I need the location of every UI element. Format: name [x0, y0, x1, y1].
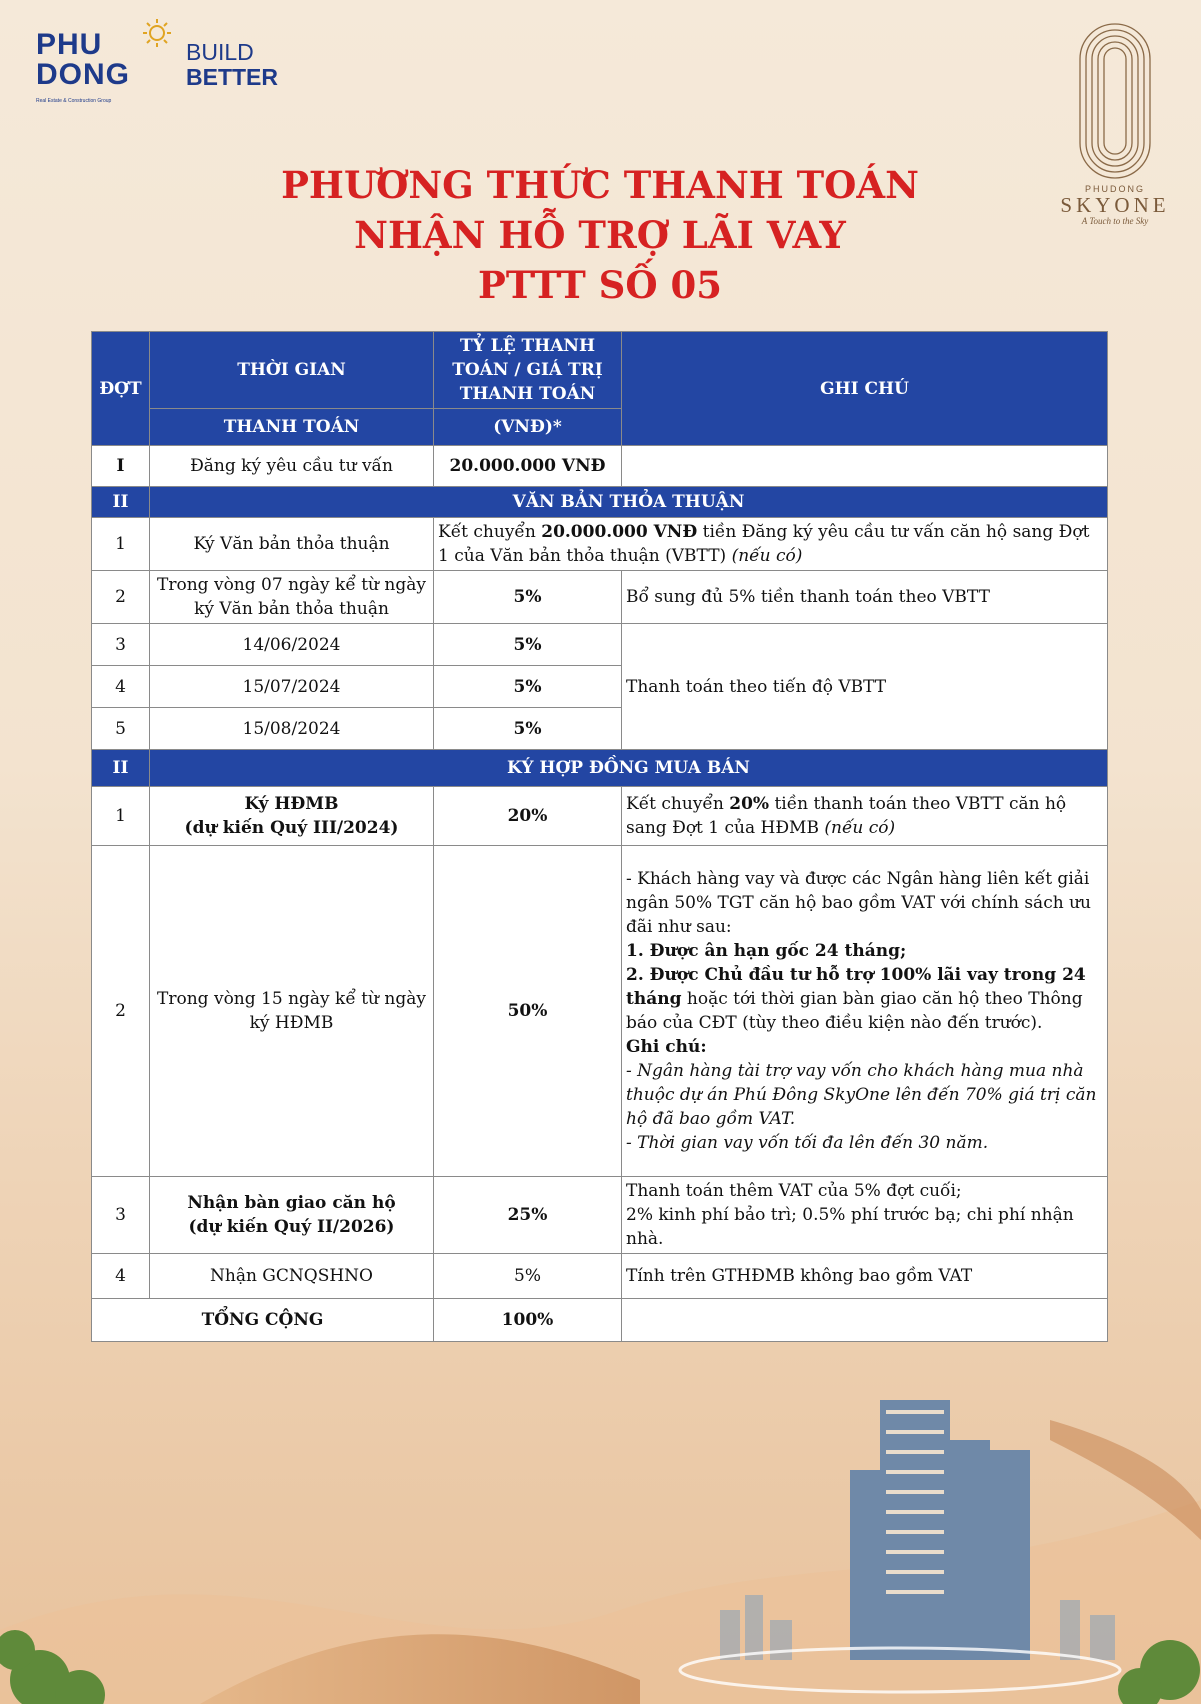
table-row: 2 Trong vòng 15 ngày kể từ ngày ký HĐMB 50% - Khách hàng vay và được các Ngân hàng liên kết giải ngân 50% TGT căn hộ bao gồm VAT với chính sách ưu đãi như sau: 1. Được ân hạn gốc 24 tháng; 2. Được Chủ đầu tư hỗ trợ 100% lãi vay trong 24 tháng hoặc tới thời gian bàn giao căn hộ theo Thông báo của CĐT (tùy theo điều kiện nào đến trước). Ghi chú: - Ngân hàng tài trợ vay vốn cho khách hàng mua nhà thuộc dự án Phú Đông SkyOne lên đến 70% giá trị căn hộ đã bao gồm VAT. - Thời gian vay vốn tối đa lên đến 30 năm.: [92, 846, 1108, 1177]
phudong-logo: [36, 18, 296, 108]
skyone-small-name: PHUDONG: [1084, 184, 1145, 194]
header-time-sub: THANH TOÁN: [150, 409, 434, 446]
header-time: THỜI GIAN: [150, 332, 434, 409]
table-row: 1 Ký Văn bản thỏa thuận Kết chuyển 20.000.000 VNĐ tiền Đăng ký yêu cầu tư vấn căn hộ sang Đợt 1 của Văn bản thỏa thuận (VBTT) (nếu có): [92, 518, 1108, 571]
total-row: TỔNG CỘNG 100%: [92, 1299, 1108, 1342]
header-dot: ĐỢT: [92, 332, 150, 446]
table-row: 1 Ký HĐMB (dự kiến Quý III/2024) 20% Kết chuyển 20% tiền thanh toán theo VBTT căn hộ sang Đợt 1 của HĐMB (nếu có): [92, 787, 1108, 846]
header-rate-sub: (VNĐ)*: [434, 409, 622, 446]
table-row: 4 Nhận GCNQSHNO 5% Tính trên GTHĐMB không bao gồm VAT: [92, 1254, 1108, 1299]
section-row: II VĂN BẢN THỎA THUẬN: [92, 487, 1108, 518]
table-row: 3 14/06/2024 5% Thanh toán theo tiến độ VBTT: [92, 624, 1108, 666]
payment-schedule-table: [91, 331, 1108, 1342]
table-row: 3 Nhận bàn giao căn hộ (dự kiến Quý II/2026) 25% Thanh toán thêm VAT của 5% đợt cuối; 2% kinh phí bảo trì; 0.5% phí trước bạ; chi phí nhận nhà.: [92, 1177, 1108, 1254]
table-row: 4 15/07/2024 5%: [92, 666, 1108, 708]
section-row: II KÝ HỢP ĐỒNG MUA BÁN: [92, 750, 1108, 787]
page-title: PHƯƠNG THỨC THANH TOÁN NHẬN HỖ TRỢ LÃI VAY PTTT SỐ 05: [281, 163, 919, 307]
skyone-tagline: A Touch to the Sky: [1081, 216, 1149, 226]
building-illustration: [0, 1380, 1201, 1704]
skyone-logo: [1040, 22, 1190, 252]
table-row: I Đăng ký yêu cầu tư vấn 20.000.000 VNĐ: [92, 446, 1108, 487]
slogan: BUILD BETTER: [186, 39, 278, 90]
brand-subtitle: Real Estate & Construction Group: [36, 98, 112, 104]
brand-name: PHU DONG: [36, 28, 130, 91]
table-row: 5 15/08/2024 5%: [92, 708, 1108, 750]
table-header-row: [92, 332, 1108, 409]
header-note: GHI CHÚ: [622, 332, 1108, 446]
sun-icon: [142, 18, 172, 48]
skyone-emblem-icon: [1078, 22, 1152, 180]
header-rate: TỶ LỆ THANH TOÁN / GIÁ TRỊ THANH TOÁN: [434, 332, 622, 409]
table-row: 2 Trong vòng 07 ngày kể từ ngày ký Văn bản thỏa thuận 5% Bổ sung đủ 5% tiền thanh toán theo VBTT: [92, 571, 1108, 624]
skyone-name: SKYONE: [1060, 193, 1170, 217]
